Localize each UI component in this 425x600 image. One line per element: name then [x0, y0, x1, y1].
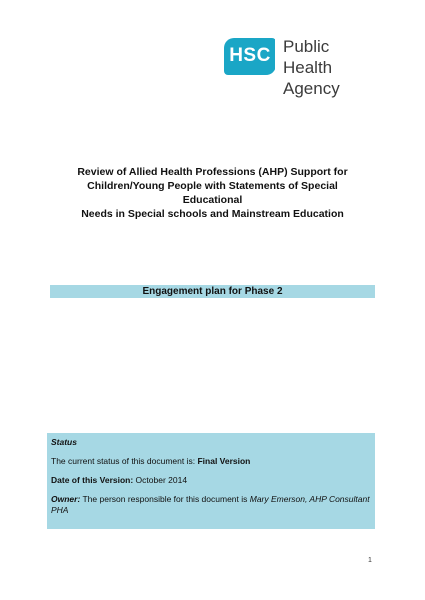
logo-line-1: Public Health [283, 37, 333, 77]
current-status-prefix: The current status of this document is: [51, 456, 198, 466]
date-label: Date of this Version: [51, 475, 134, 485]
engagement-plan-banner: Engagement plan for Phase 2 [50, 285, 375, 298]
page-number: 1 [368, 557, 372, 564]
owner-prefix: The person responsible for this document is [80, 494, 250, 504]
hsc-badge [224, 38, 276, 75]
status-heading: Status [51, 437, 77, 447]
title-line-1: Review of Allied Health Professions (AHP) Support for [77, 166, 348, 178]
owner-row [51, 494, 371, 516]
date-row [51, 475, 371, 486]
title-line-2: Children/Young People with Statements of Special Educational [87, 180, 338, 206]
status-box [47, 433, 375, 529]
document-title [60, 165, 365, 221]
hsc-badge-text: HSC [229, 45, 271, 66]
logo-divider [275, 38, 278, 75]
current-status-row [51, 456, 371, 467]
title-line-3: Needs in Special schools and Mainstream Education [81, 208, 344, 220]
logo-line-2: Agency [283, 79, 340, 98]
owner-label: Owner: [51, 494, 81, 504]
date-value: October 2014 [133, 475, 188, 485]
hsc-public-health-agency-logo [219, 34, 379, 98]
status-heading-row [51, 437, 371, 448]
owner-value: Mary Emerson, AHP Consultant PHA [51, 494, 370, 515]
current-status-value: Final Version [197, 456, 251, 466]
logo-text [283, 36, 379, 99]
